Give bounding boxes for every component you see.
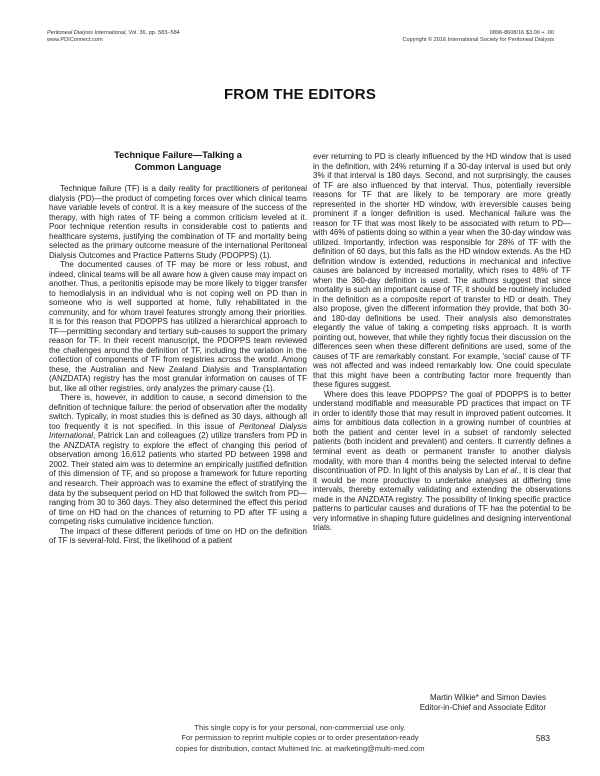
paragraph-6-rest: , it is clear that it would be more productive to undertake analyses at differing time intervals, thereby externally validating and extending the observations made in the ANZDATA registry. The possibility of linking specific practice patterns to particular causes and durations of TF has the potential to be very informative in shaping future guidelines and designing interventional trials. (313, 466, 571, 533)
footer-line-2: For permission to reprint multiple copies or to order presentation-ready (181, 733, 419, 743)
article-title-line-1: Technique Failure—Talking a (114, 150, 242, 160)
section-title: FROM THE EDITORS (223, 86, 377, 103)
journal-citation (47, 30, 180, 37)
paragraph-4: The impact of these different periods of time on HD on the definition of TF is several-fold. First, the likelihood of a patient (49, 526, 307, 546)
right-column (313, 152, 571, 533)
issn: 0896-8608/16 $3.00 + .00 (489, 30, 554, 36)
running-header-right (402, 30, 554, 45)
paragraph-3-start: There is, however, in addition to cause, a second dimension to the definition of technique failure: the period of observation after the modality switch. Typically, in most studies this is defined as 30 days, although all too frequently it is not specified. In this issue of (49, 393, 307, 431)
paragraph-1: Technique failure (TF) is a daily reality for practitioners of peritoneal dialysis (PD)—the product of competing forces over which clinical teams have variable levels of control. It is a key measure of the success of the therapy, with high rates of TF being a common criticism leveled at it. Poor technique retention results in considerable cost to patients and healthcare systems, justifying the combination of TF and mortality being selected as the primary outcome measure of the international Peritoneal Dialysis Outcomes and Practice Patterns Study (PDOPPS) (1). (49, 184, 307, 260)
article-title-line-2: Common Language (134, 161, 222, 172)
running-header-left (47, 30, 180, 45)
paragraph-3-rest: , Patrick Lan and colleagues (2) utilize transfers from PD in the ANZDATA registry to explore the effect of changing this period of observation among 16,612 patients who started PD between 1998 and 2002. Their stated aim was to determine an empirically justified definition of this dimension of TF, and so propose a framework for future reporting and research. Their approach was to examine the effect of stratifying the data by the subsequent period on HD that followed the switch from PD—ranging from 30 to 360 days. They also determined the effect this period of time on HD had on the chances of returning to PD after TF using a competing risks cumulative incidence function. (49, 431, 307, 527)
volume-pages: Vol. 36, pp. 583–584 (126, 30, 180, 36)
et-al-italic: et al. (501, 466, 519, 476)
copyright-footer (0, 723, 600, 754)
journal-title-italic: Peritoneal Dialysis International (49, 421, 307, 441)
footer-line-3: copies for distribution, contact Multimed Inc. at marketing@multi-med.com (175, 743, 425, 753)
copyright: Copyright © 2016 International Society for Peritoneal Dialysis (402, 37, 554, 44)
article-title (49, 150, 307, 173)
paragraph-5: ever returning to PD is clearly influenced by the HD window that is used in the definition, with 24% returning if a 30-day interval is used but only 3% if that interval is 180 days. Second, and not surprisingly, the causes of TF are also influenced by that interval. Thus, potentially reversible reasons for TF that are likely to be temporary are more greatly represented in the shorter HD window, with irreversible causes being prominent if a longer definition is used. Mechanical failure was the reason for TF that was most likely to be associated with return to PD—with 46% of patients doing so within a year when the 30-day window was utilized. Importantly, infection was responsible for 28% of TF with the definition of 60 days, but this falls as the HD window extends. As the HD definition window is extended, reductions in mechanical and infective causes are balanced by increased mortality, which rises to 48% of TF when the 360-day definition is used. The authors suggest that since mortality is such an important cause of TF, it should be routinely included in the definition as a composite report of transfer to HD or death. They also propose, given the different information they provide, that both 30- and 180-day definitions be used. Their analysis also demonstrates elegantly the value of taking a competing risks approach. It is worth pointing out, however, that while they rightly focus their discussion on the differences seen when these different definitions are used, some of the causes of TF are remarkably constant. For example, 'social' cause of TF was not affected and was indeed remarkably low. One could speculate that this might have been a contributing factor more frequently than these figures suggest. (313, 152, 571, 390)
paragraph-2: The documented causes of TF may be more or less robust, and indeed, clinical teams will be all aware how a given cause may impact on another. Thus, a peritonitis episode may be more likely to trigger transfer to hemodialysis in an individual who is not coping well on PD than in someone who is well supported at home, fully rehabilitated in the community, and for whom travel features strongly among their priorities. It is for this reason that PDOPPS has utilized a hierarchical approach to TF—permitting secondary and tertiary sub-causes to support the primary reason for TF. In their recent manuscript, the PDOPPS team reviewed the challenges around the definition of TF, including the variation in the collection of components of TF from registries across the world. Among these, the Australian and New Zealand Dialysis and Transplantation (ANZDATA) registry has the most granular information on causes of TF but, like all other registries, only analyzes the primary cause (1). (49, 260, 307, 393)
journal-website: www.PDIConnect.com (47, 37, 103, 44)
page-number: 583 (535, 733, 550, 743)
left-column (49, 150, 307, 546)
journal-name: Peritoneal Dialysis International, (47, 30, 127, 36)
paragraph-3 (49, 393, 307, 526)
signature-block (313, 693, 546, 713)
paragraph-6-start: Where does this leave PDOPPS? The goal of PDOPPS is to better understand modifiable and measurable PD practices that impact on TF in order to identify those that may result in improved patient outcomes. It aims for ambitious data collection in a growing number of countries at both the patient and center level in a subset of randomly selected patients (both incident and prevalent) and centers. It currently defines a terminal event as death or permanent transfer to another dialysis modality, with more than 4 months being the selected interval to define discontinuation of PD. In light of this analysis by Lan (313, 389, 571, 476)
footer-line-1: This single copy is for your personal, non-commercial use only. (194, 723, 406, 732)
author-names: Martin Wilkie* and Simon Davies (429, 693, 546, 702)
author-roles: Editor-in-Chief and Associate Editor (419, 703, 546, 712)
paragraph-6 (313, 390, 571, 533)
